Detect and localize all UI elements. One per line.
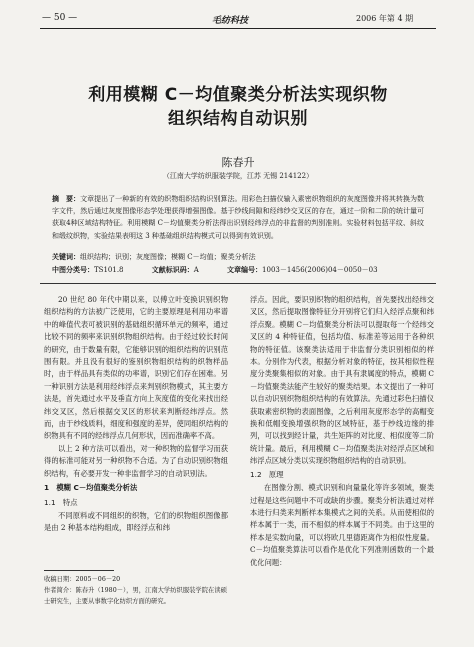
abstract-separator (40, 283, 436, 284)
abstract-text: 文章提出了一种新的有效的织物组织结构识别算法。用彩色扫描仪输入素密织物组织的灰度图像并将其转换为数字文件，然后通过灰度图像形态学处理获得增强图像。基于纱线间隙和经纬纱交叉区的存在，通过一阶和二阶的统计量可获取4种区域结构特征。利用模糊 C－均值聚类分析法得出识别经纬浮点的非监督的判别准则。实验材料包括平纹、斜纹和缎纹织物，实验结果表明这 3 种基础组织结构模式可以得到有效识别。 (52, 195, 424, 240)
body-paragraph: 在图像分割、模式识别和向量量化等许多领域，聚类过程是这些问题中不可或缺的步骤。聚类分析法通过对样本进行归类来判断样本集模式之间的关系。从而使相似的样本属于一类，而不相似的样本属于不同类。由于这里的样本是实数向量，可以将欧几里德距离作为相似性度量。C－均值聚类算法可以看作是优化下列准则函数的一个最优化问题： (250, 483, 434, 567)
article-no-label: 文章编号： (227, 265, 263, 274)
footnote-rule (44, 570, 114, 571)
doc-code-value: A (193, 266, 199, 274)
body-paragraph: 不同原料或不同组织的织物，它们的织物组织图像都是由 2 种基本结构组成，即经浮点和纬 (44, 510, 228, 533)
abstract-label: 摘 要： (52, 194, 81, 203)
clc-label: 中图分类号： (52, 265, 94, 274)
subsection-heading-1-2: 1.2 原理 (250, 469, 284, 479)
footnote-received: 收稿日期：2005－06－20 (44, 576, 121, 583)
body-paragraph: 以上 2 种方法可以看出，对一种织物的监督学习而获得的标准可能对另一种织物不合适。为了自动识别织物组织结构，有必要开发一种非监督学习的自动识别法。 (44, 443, 228, 478)
classification-line (52, 264, 424, 276)
article-no-value: 1003－1456(2006)04－0050－03 (262, 266, 378, 274)
article-no-entry (227, 266, 378, 274)
journal-name: 毛纺科技 (212, 16, 249, 26)
issue-label: 2006 年第 4 期 (356, 14, 414, 23)
author-name: 陈春升 (221, 156, 255, 169)
body-paragraph: 浮点。因此，要识别织物的组织结构，首先要找出经纬交叉区，然后提取图像特征分开别将它们归入经浮点聚和纬浮点聚。模糊 C－均值聚类分析法可以提取每一个经纬交叉区的 4 种特征值，包括均值、标准差等运用于各种织物的特征值。该聚类法适用于非监督分类识别相似的样本。分别作为代表，根据分析对象的特征，按其相似性程度分类聚集相似的对象。由于具有隶属度的特点，模糊 C－均值聚类法能产生较好的聚类结果。本文提出了一种可以自动识别织物组织结构的有效算法。先通过彩色扫描仪获取素密织物的表面图像，之后利用灰度形态学的高帽变换和低帽变换增强织物的区域特征，基于纱线边缘的排列，可以找到经计量，共生矩阵的对比度、相似度等二阶统计量。最后，利用模糊 C－均值聚类法对经浮点区域和纬浮点区域分类以实现织物组织结构的自动识别。 (250, 295, 434, 466)
left-column (44, 294, 228, 535)
footnote-author: 作者简介：陈春升（1980－），男，江南大学纺织服装学院在读硕士研究生，主要从事数字化纺织方面的研究。 (44, 587, 227, 605)
keywords-label: 关键词： (52, 252, 80, 261)
page-number: — 50 — (42, 13, 78, 23)
footnotes (44, 574, 228, 607)
subsection-heading-1-1: 1.1 特点 (44, 497, 78, 507)
abstract (52, 193, 424, 242)
doc-code-entry (152, 266, 199, 274)
clc-entry (52, 266, 124, 274)
keywords-text: 组织结构；识别；灰度图像；模糊 C－均值；聚类分析法 (80, 253, 256, 261)
author-affiliation: （江南大学纺织服装学院，江苏 无锡 214122） (162, 172, 314, 180)
right-column (250, 294, 434, 569)
article-title-line-1: 利用模糊 C－均值聚类分析法实现织物 (88, 85, 388, 105)
body-paragraph: 20 世纪 80 年代中期以来，以傅立叶变换识别织物组织结构的方法被广泛使用，它的主要原理是利用功率谱中的峰值代表可被识别的基础组织循环单元的频率，通过比较不同的频率来识别织物组织结构。由于经过较长时间的研究，由于数量有限，它能够识别的组织结构的识别范围有限。并且没有很好的鉴别织物组织结构的织物样品时，由于样品具有类似的功率谱，识别它们存在困难。另一种识别方法是利用经纬浮点来判别织物模式，其主要方法是，首先通过水平及垂直方向上灰度值的变化来找出经纬交叉区，然后根据交叉区的形状来判断经纬浮点。然而，由于纱线质料，细度和强度的差异，使同组织结构的织物具有不同的经纬浮点几何形状，因而准确率不高。 (44, 295, 228, 441)
header-rule (40, 28, 436, 29)
clc-value: TS101.8 (94, 266, 124, 274)
keywords (52, 251, 424, 263)
section-heading-1: 1 模糊 C－均值聚类分析法 (44, 483, 138, 493)
doc-code-label: 文献标识码： (151, 265, 194, 274)
article-title-line-2: 组织结构自动识别 (168, 109, 308, 129)
